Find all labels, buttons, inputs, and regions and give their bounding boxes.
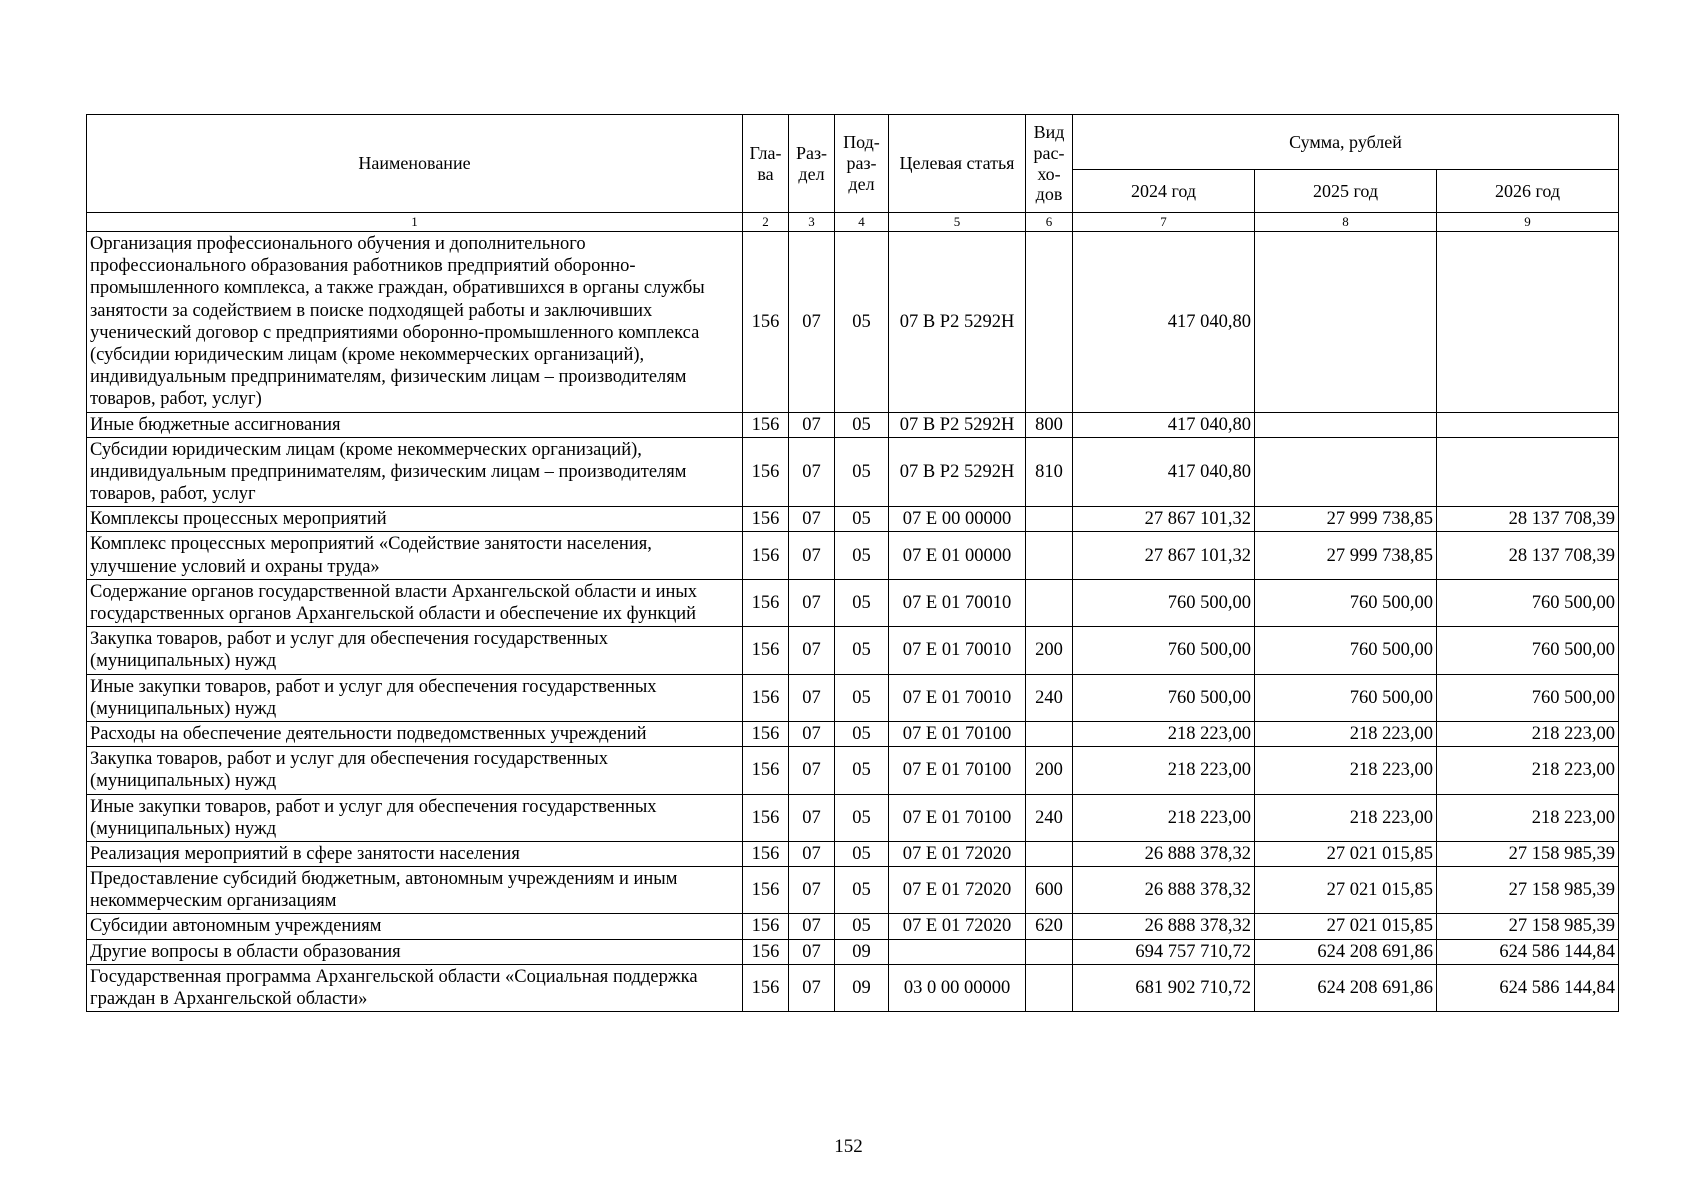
cell-podrazdel: 05 [835,914,889,939]
cell-tselevaya: 07 Е 01 70010 [889,579,1026,626]
table-row [87,232,1619,413]
cell-sum-2024: 681 902 710,72 [1073,964,1255,1011]
table-row [87,794,1619,841]
cell-sum-2025: 624 208 691,86 [1255,939,1437,964]
table-header [87,115,1619,232]
cell-name: Комплекс процессных мероприятий «Содействие занятости населения, улучшение условий и охраны труда» [87,532,743,579]
column-number: 8 [1255,213,1437,232]
table-row [87,579,1619,626]
table-row [87,532,1619,579]
table-row [87,721,1619,746]
header-year-2025: 2025 год [1255,170,1437,213]
cell-podrazdel: 05 [835,627,889,674]
cell-name: Закупка товаров, работ и услуг для обеспечения государственных (муниципальных) нужд [87,627,743,674]
cell-podrazdel: 05 [835,841,889,866]
cell-tselevaya: 07 Е 01 72020 [889,914,1026,939]
cell-razdel: 07 [789,579,835,626]
cell-vid [1026,579,1073,626]
header-tselevaya: Целевая статья [889,115,1026,213]
cell-sum-2025 [1255,437,1437,507]
table-body [87,232,1619,1012]
cell-tselevaya: 07 Е 01 70010 [889,627,1026,674]
cell-name: Закупка товаров, работ и услуг для обеспечения государственных (муниципальных) нужд [87,747,743,794]
cell-tselevaya: 07 В Р2 5292Н [889,437,1026,507]
cell-glava: 156 [743,914,789,939]
cell-glava: 156 [743,867,789,914]
cell-sum-2024: 694 757 710,72 [1073,939,1255,964]
cell-glava: 156 [743,532,789,579]
table-row [87,437,1619,507]
cell-tselevaya: 07 В Р2 5292Н [889,412,1026,437]
cell-razdel: 07 [789,674,835,721]
cell-sum-2024: 218 223,00 [1073,747,1255,794]
cell-glava: 156 [743,579,789,626]
header-vid: Вид рас-хо-дов [1026,115,1073,213]
cell-sum-2024: 760 500,00 [1073,674,1255,721]
header-name: Наименование [87,115,743,213]
cell-glava: 156 [743,232,789,413]
cell-tselevaya: 07 Е 00 00000 [889,507,1026,532]
table-row [87,964,1619,1011]
cell-sum-2026 [1437,412,1619,437]
cell-sum-2025: 760 500,00 [1255,627,1437,674]
cell-glava: 156 [743,939,789,964]
cell-sum-2026: 760 500,00 [1437,627,1619,674]
header-year-2026: 2026 год [1437,170,1619,213]
cell-tselevaya: 07 Е 01 70010 [889,674,1026,721]
cell-vid: 200 [1026,627,1073,674]
table-row [87,939,1619,964]
column-number: 5 [889,213,1026,232]
cell-sum-2026: 28 137 708,39 [1437,532,1619,579]
cell-name: Организация профессионального обучения и дополнительного профессионального образования работников предприятий оборонно-промышленного комплекса, а также граждан, обратившихся в органы службы занятости за содействием в поиске подходящей работы и заключивших ученический договор с предприятиями оборонно-промышленного комплекса (субсидии юридическим лицам (кроме некоммерческих организаций), индивидуальным предпринимателям, физическим лицам – производителям товаров, работ, услуг) [87,232,743,413]
cell-vid [1026,721,1073,746]
cell-sum-2025: 27 999 738,85 [1255,532,1437,579]
cell-vid [1026,939,1073,964]
cell-sum-2026: 760 500,00 [1437,674,1619,721]
cell-sum-2026: 27 158 985,39 [1437,867,1619,914]
cell-tselevaya: 07 Е 01 70100 [889,747,1026,794]
table-row [87,914,1619,939]
budget-table [86,114,1619,1012]
cell-sum-2025 [1255,232,1437,413]
cell-glava: 156 [743,627,789,674]
cell-vid [1026,507,1073,532]
cell-razdel: 07 [789,914,835,939]
cell-sum-2025: 27 021 015,85 [1255,841,1437,866]
cell-razdel: 07 [789,532,835,579]
cell-name: Реализация мероприятий в сфере занятости населения [87,841,743,866]
cell-sum-2025: 218 223,00 [1255,794,1437,841]
cell-name: Иные закупки товаров, работ и услуг для обеспечения государственных (муниципальных) нужд [87,794,743,841]
cell-glava: 156 [743,794,789,841]
cell-name: Субсидии автономным учреждениям [87,914,743,939]
cell-sum-2024: 26 888 378,32 [1073,841,1255,866]
cell-podrazdel: 05 [835,747,889,794]
cell-tselevaya [889,939,1026,964]
column-number: 3 [789,213,835,232]
cell-vid [1026,841,1073,866]
cell-vid [1026,964,1073,1011]
cell-tselevaya: 07 В Р2 5292Н [889,232,1026,413]
cell-name: Содержание органов государственной власти Архангельской области и иных государственных органов Архангельской области и обеспечение их функций [87,579,743,626]
cell-sum-2025: 27 021 015,85 [1255,867,1437,914]
cell-sum-2026: 27 158 985,39 [1437,841,1619,866]
cell-sum-2026 [1437,437,1619,507]
cell-vid: 240 [1026,794,1073,841]
cell-razdel: 07 [789,964,835,1011]
cell-sum-2024: 218 223,00 [1073,794,1255,841]
cell-sum-2025: 760 500,00 [1255,579,1437,626]
cell-sum-2026: 218 223,00 [1437,747,1619,794]
cell-tselevaya: 07 Е 01 72020 [889,867,1026,914]
cell-razdel: 07 [789,841,835,866]
cell-sum-2024: 760 500,00 [1073,627,1255,674]
cell-glava: 156 [743,964,789,1011]
cell-razdel: 07 [789,507,835,532]
cell-vid: 800 [1026,412,1073,437]
cell-sum-2024: 417 040,80 [1073,232,1255,413]
header-razdel: Раз-дел [789,115,835,213]
cell-sum-2026 [1437,232,1619,413]
cell-razdel: 07 [789,867,835,914]
cell-name: Предоставление субсидий бюджетным, автономным учреждениям и иным некоммерческим организациям [87,867,743,914]
column-number-row [87,213,1619,232]
cell-razdel: 07 [789,747,835,794]
cell-glava: 156 [743,507,789,532]
cell-tselevaya: 07 Е 01 72020 [889,841,1026,866]
cell-name: Иные бюджетные ассигнования [87,412,743,437]
cell-vid: 620 [1026,914,1073,939]
cell-tselevaya: 07 Е 01 70100 [889,721,1026,746]
cell-glava: 156 [743,437,789,507]
cell-sum-2024: 417 040,80 [1073,412,1255,437]
cell-sum-2026: 218 223,00 [1437,794,1619,841]
cell-glava: 156 [743,721,789,746]
column-number: 4 [835,213,889,232]
cell-podrazdel: 05 [835,579,889,626]
header-glava: Гла-ва [743,115,789,213]
table-row [87,507,1619,532]
cell-podrazdel: 05 [835,721,889,746]
cell-sum-2026: 218 223,00 [1437,721,1619,746]
cell-sum-2025: 27 021 015,85 [1255,914,1437,939]
cell-podrazdel: 05 [835,532,889,579]
cell-razdel: 07 [789,939,835,964]
column-number: 9 [1437,213,1619,232]
cell-sum-2026: 28 137 708,39 [1437,507,1619,532]
column-number: 1 [87,213,743,232]
cell-sum-2024: 26 888 378,32 [1073,914,1255,939]
cell-razdel: 07 [789,412,835,437]
cell-vid: 200 [1026,747,1073,794]
cell-podrazdel: 09 [835,939,889,964]
cell-podrazdel: 05 [835,437,889,507]
column-number: 2 [743,213,789,232]
cell-sum-2025: 760 500,00 [1255,674,1437,721]
cell-razdel: 07 [789,437,835,507]
cell-sum-2025 [1255,412,1437,437]
cell-podrazdel: 05 [835,232,889,413]
cell-sum-2026: 760 500,00 [1437,579,1619,626]
cell-tselevaya: 07 Е 01 70100 [889,794,1026,841]
cell-sum-2026: 624 586 144,84 [1437,964,1619,1011]
cell-razdel: 07 [789,721,835,746]
cell-name: Комплексы процессных мероприятий [87,507,743,532]
cell-sum-2024: 417 040,80 [1073,437,1255,507]
cell-podrazdel: 05 [835,507,889,532]
cell-name: Расходы на обеспечение деятельности подведомственных учреждений [87,721,743,746]
cell-vid [1026,532,1073,579]
cell-sum-2026: 27 158 985,39 [1437,914,1619,939]
cell-name: Иные закупки товаров, работ и услуг для обеспечения государственных (муниципальных) нужд [87,674,743,721]
table-row [87,747,1619,794]
cell-name: Государственная программа Архангельской области «Социальная поддержка граждан в Архангельской области» [87,964,743,1011]
cell-vid: 600 [1026,867,1073,914]
cell-vid: 240 [1026,674,1073,721]
cell-vid [1026,232,1073,413]
cell-sum-2026: 624 586 144,84 [1437,939,1619,964]
cell-glava: 156 [743,841,789,866]
column-number: 6 [1026,213,1073,232]
cell-glava: 156 [743,412,789,437]
cell-razdel: 07 [789,794,835,841]
cell-podrazdel: 05 [835,412,889,437]
table-row [87,867,1619,914]
cell-sum-2024: 27 867 101,32 [1073,507,1255,532]
cell-name: Субсидии юридическим лицам (кроме некоммерческих организаций), индивидуальным предпринимателям, физическим лицам – производителям товаров, работ, услуг [87,437,743,507]
cell-sum-2025: 218 223,00 [1255,721,1437,746]
cell-sum-2025: 27 999 738,85 [1255,507,1437,532]
page-number: 152 [834,1136,863,1157]
table-row [87,627,1619,674]
cell-podrazdel: 05 [835,794,889,841]
cell-sum-2024: 218 223,00 [1073,721,1255,746]
table-row [87,412,1619,437]
cell-sum-2025: 624 208 691,86 [1255,964,1437,1011]
cell-tselevaya: 03 0 00 00000 [889,964,1026,1011]
cell-tselevaya: 07 Е 01 00000 [889,532,1026,579]
table-row [87,674,1619,721]
cell-glava: 156 [743,674,789,721]
cell-sum-2024: 760 500,00 [1073,579,1255,626]
cell-podrazdel: 05 [835,674,889,721]
cell-podrazdel: 05 [835,867,889,914]
cell-podrazdel: 09 [835,964,889,1011]
header-year-2024: 2024 год [1073,170,1255,213]
cell-name: Другие вопросы в области образования [87,939,743,964]
header-summa: Сумма, рублей [1073,115,1619,170]
cell-sum-2024: 26 888 378,32 [1073,867,1255,914]
header-podrazdel: Под-раз-дел [835,115,889,213]
cell-glava: 156 [743,747,789,794]
table-row [87,841,1619,866]
cell-razdel: 07 [789,232,835,413]
cell-vid: 810 [1026,437,1073,507]
cell-razdel: 07 [789,627,835,674]
column-number: 7 [1073,213,1255,232]
cell-sum-2024: 27 867 101,32 [1073,532,1255,579]
cell-sum-2025: 218 223,00 [1255,747,1437,794]
